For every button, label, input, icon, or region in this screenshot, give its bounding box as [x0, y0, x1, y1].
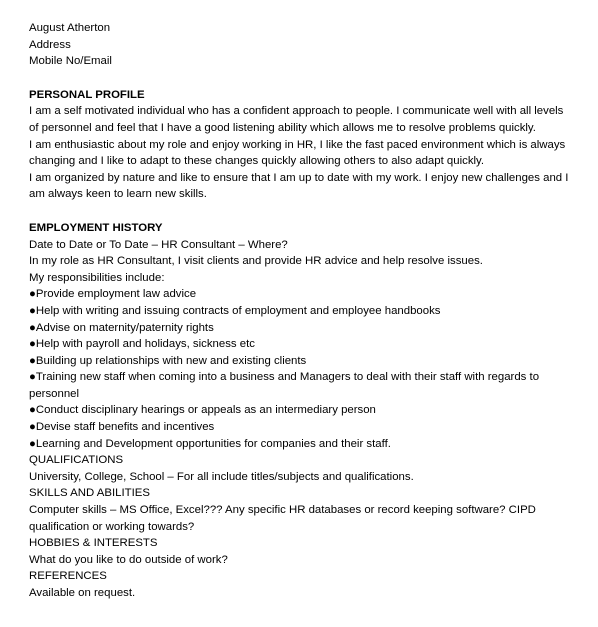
bullet-icon: ● — [29, 304, 36, 317]
list-item — [29, 320, 574, 337]
role-description: In my role as HR Consultant, I visit clients and provide HR advice and help resolve issues. — [29, 255, 483, 268]
contact-block — [29, 20, 574, 70]
profile-paragraph: I am a self motivated individual who has a confident approach to people. I communicate well with all levels of personnel and feel that I have a good listening ability which allows me to resolve problems quickly. — [29, 105, 564, 134]
list-item — [29, 369, 574, 402]
employment-history-heading: EMPLOYMENT HISTORY — [29, 221, 163, 234]
employment-history-section — [29, 220, 574, 452]
qualifications-section — [29, 452, 574, 485]
bullet-icon: ● — [29, 288, 36, 301]
candidate-name: August Atherton — [29, 22, 111, 34]
bullet-icon: ● — [29, 321, 36, 334]
list-item-text: Training new staff when coming into a business and Managers to deal with their staff with regards to personnel — [29, 371, 540, 400]
responsibilities-list — [29, 286, 574, 452]
hobbies-text: What do you like to do outside of work? — [29, 553, 228, 566]
spacer — [29, 203, 574, 220]
bullet-icon: ● — [29, 421, 36, 434]
list-item — [29, 286, 574, 303]
qualifications-text: University, College, School – For all include titles/subjects and qualifications. — [29, 470, 414, 483]
list-item — [29, 419, 574, 436]
personal-profile-section — [29, 87, 574, 203]
hobbies-section — [29, 535, 574, 568]
address-line: Address — [29, 38, 71, 51]
job-title-line: Date to Date or To Date – HR Consultant – Where? — [29, 238, 288, 251]
list-item-text: Help with writing and issuing contracts of employment and employee handbooks — [35, 304, 441, 317]
bullet-icon: ● — [29, 371, 36, 384]
skills-heading: SKILLS AND ABILITIES — [29, 487, 150, 500]
references-text: Available on request. — [29, 587, 136, 599]
skills-text: Computer skills – MS Office, Excel??? Any specific HR databases or record keeping software? CIPD qualification or working towards? — [29, 504, 536, 533]
references-heading: REFERENCES — [29, 570, 107, 583]
bullet-icon: ● — [29, 437, 36, 450]
list-item-text: Help with payroll and holidays, sickness etc — [35, 338, 255, 351]
qualifications-heading: QUALIFICATIONS — [29, 454, 124, 467]
list-item — [29, 353, 574, 370]
list-item-text: Building up relationships with new and existing clients — [35, 354, 307, 367]
cv-document — [29, 20, 574, 602]
list-item-text: Conduct disciplinary hearings or appeals as an intermediary person — [35, 404, 376, 417]
list-item-text: Provide employment law advice — [35, 288, 197, 301]
spacer — [29, 70, 574, 87]
personal-profile-heading: PERSONAL PROFILE — [29, 88, 145, 101]
hobbies-heading: HOBBIES & INTERESTS — [29, 537, 158, 550]
bullet-icon: ● — [29, 404, 36, 417]
bullet-icon: ● — [29, 354, 36, 367]
list-item — [29, 402, 574, 419]
profile-paragraph: I am organized by nature and like to ensure that I am up to date with my work. I enjoy new challenges and I am always keen to learn new skills. — [29, 171, 569, 201]
skills-section — [29, 485, 574, 535]
list-item — [29, 303, 574, 320]
contact-line: Mobile No/Email — [29, 55, 112, 68]
profile-paragraph: I am enthusiastic about my role and enjoy working in HR, I like the fast paced environment which is always changing and I like to adapt to these changes quickly allowing others to also adapt quickly. — [29, 138, 566, 168]
list-item — [29, 436, 574, 453]
list-item-text: Devise staff benefits and incentives — [35, 421, 215, 434]
list-item-text: Advise on maternity/paternity rights — [35, 321, 214, 334]
references-section — [29, 568, 574, 601]
list-item — [29, 336, 574, 353]
bullet-icon: ● — [29, 338, 36, 351]
responsibilities-intro: My responsibilities include: — [29, 271, 165, 284]
list-item-text: Learning and Development opportunities for companies and their staff. — [35, 437, 391, 450]
